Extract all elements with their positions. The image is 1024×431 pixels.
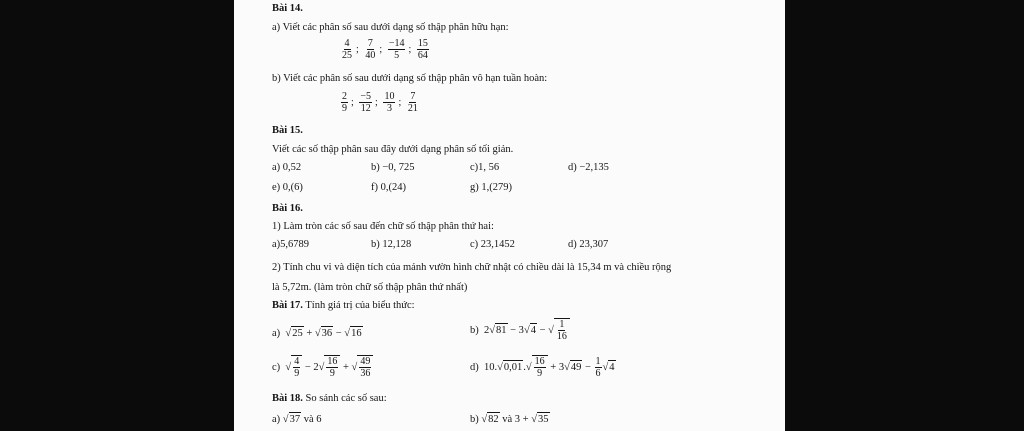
exercise-16-part2-line1: 2) Tính chu vi và diện tích của mảnh vườn hình chữ nhật có chiều dài là 15,34 m và chiều rộng — [272, 262, 672, 273]
sqrt: √4 — [523, 324, 536, 336]
exercise-15-item-e: e) 0,(6) — [272, 182, 303, 193]
exercise-15-item-c: c)1, 56 — [470, 162, 500, 173]
fraction: $\frac{7}{40}$ — [365, 38, 376, 61]
sqrt: √ $\frac{1}{16}$ — [548, 325, 570, 336]
sqrt: √ $\frac{4}{9}$ — [285, 362, 302, 373]
exercise-16-title: Bài 16. — [272, 203, 303, 214]
fraction: $\frac{1}{6}$ — [595, 356, 601, 379]
exercise-15-text: Viết các số thập phân sau đây dưới dạng phân số tối giản. — [272, 144, 514, 155]
exercise-15-item-g: g) 1,(279) — [470, 182, 512, 193]
exercise-16-part1-text: 1) Làm tròn các số sau đến chữ số thập phân thứ hai: — [272, 221, 494, 232]
exercise-16-part2-line2: là 5,72m. (làm tròn chữ số thập phân thứ nhất) — [272, 282, 468, 293]
fraction: $\frac{10}{3}$ — [384, 91, 395, 114]
sqrt: √0,01 — [497, 361, 523, 373]
sqrt: √82 — [481, 414, 499, 425]
exercise-15-item-a: a) 0,52 — [272, 162, 302, 173]
fraction: $\frac{1}{16}$ — [556, 319, 567, 342]
fraction: $\frac{16}{9}$ — [327, 356, 338, 379]
sqrt: √35 — [531, 414, 549, 425]
exercise-17-text: Tính giá trị của biểu thức: — [302, 300, 415, 311]
sqrt: √49 — [564, 361, 582, 373]
sqrt: √25 — [285, 328, 303, 339]
exercise-18-item-b: b) √82 và 3 + √35 — [470, 414, 549, 425]
fraction: $\frac{4}{25}$ — [342, 38, 352, 61]
exercise-18-heading — [272, 392, 387, 406]
exercise-14b-fractions: $\frac{2}{9}$ ; $\frac{-5}{12}$ ; $\frac{10}{3}$ ; $\frac{7}{21}$ — [342, 91, 418, 114]
exercise-15-item-f: f) 0,(24) — [371, 182, 406, 193]
exercise-17-item-b: b) 2√81 − 3√4 − √ $\frac{1}{16}$ — [470, 318, 570, 342]
exercise-18-text: So sánh các số sau: — [302, 393, 387, 404]
exercise-17-title: Bài 17. — [272, 300, 303, 311]
sqrt: √4 — [602, 361, 615, 373]
fraction: $\frac{7}{21}$ — [407, 91, 418, 114]
sqrt: √ $\frac{16}{9}$ — [319, 362, 341, 373]
exercise-18-item-a: a) √37 và 6 — [272, 414, 322, 425]
sqrt: √81 — [489, 324, 507, 336]
exercise-16-item-d: d) 23,307 — [568, 239, 609, 250]
exercise-17-heading — [272, 299, 415, 313]
sqrt: √ $\frac{16}{9}$ — [526, 362, 548, 373]
fraction: $\frac{16}{9}$ — [534, 356, 545, 379]
exercise-18-title: Bài 18. — [272, 393, 303, 404]
exercise-14a-fractions: $\frac{4}{25}$ ; $\frac{7}{40}$ ; $\frac{-14}{5}$ ; $\frac{15}{64}$ — [342, 38, 428, 61]
exercise-14a-text: a) Viết các phân số sau dưới dạng số thập phân hữu hạn: — [272, 22, 509, 33]
exercise-14b-text: b) Viết các phân số sau dưới dạng số thập phân vô hạn tuần hoàn: — [272, 73, 548, 84]
fraction: $\frac{4}{9}$ — [294, 356, 300, 379]
exercise-17-item-c: c) √ $\frac{4}{9}$ − 2√ $\frac{16}{9}$ + √ $\frac{49}{36}$ — [272, 355, 373, 379]
sqrt: √16 — [344, 328, 362, 339]
exercise-14-title: Bài 14. — [272, 3, 303, 14]
exercise-15-title: Bài 15. — [272, 125, 303, 136]
exercise-17-item-a: a) √25 + √36 − √16 — [272, 328, 362, 339]
fraction: $\frac{2}{9}$ — [342, 91, 347, 114]
exercise-16-item-c: c) 23,1452 — [470, 239, 515, 250]
fraction: $\frac{15}{64}$ — [417, 38, 428, 61]
document-page — [234, 0, 785, 431]
fraction: $\frac{-14}{5}$ — [388, 38, 405, 61]
exercise-15-item-b: b) −0, 725 — [371, 162, 415, 173]
sqrt: √ $\frac{49}{36}$ — [352, 362, 374, 373]
exercise-16-item-a: a)5,6789 — [272, 239, 310, 250]
sqrt: √37 — [282, 414, 301, 425]
sqrt: √36 — [314, 328, 333, 339]
fraction: $\frac{-5}{12}$ — [360, 91, 372, 114]
exercise-17-item-d: d) 10.√0,01.√ $\frac{16}{9}$ + 3√49 − $\frac{1}{6}$ √4 — [470, 356, 615, 379]
fraction: $\frac{49}{36}$ — [360, 356, 371, 379]
exercise-16-item-b: b) 12,128 — [371, 239, 412, 250]
exercise-15-item-d: d) −2,135 — [568, 162, 609, 173]
